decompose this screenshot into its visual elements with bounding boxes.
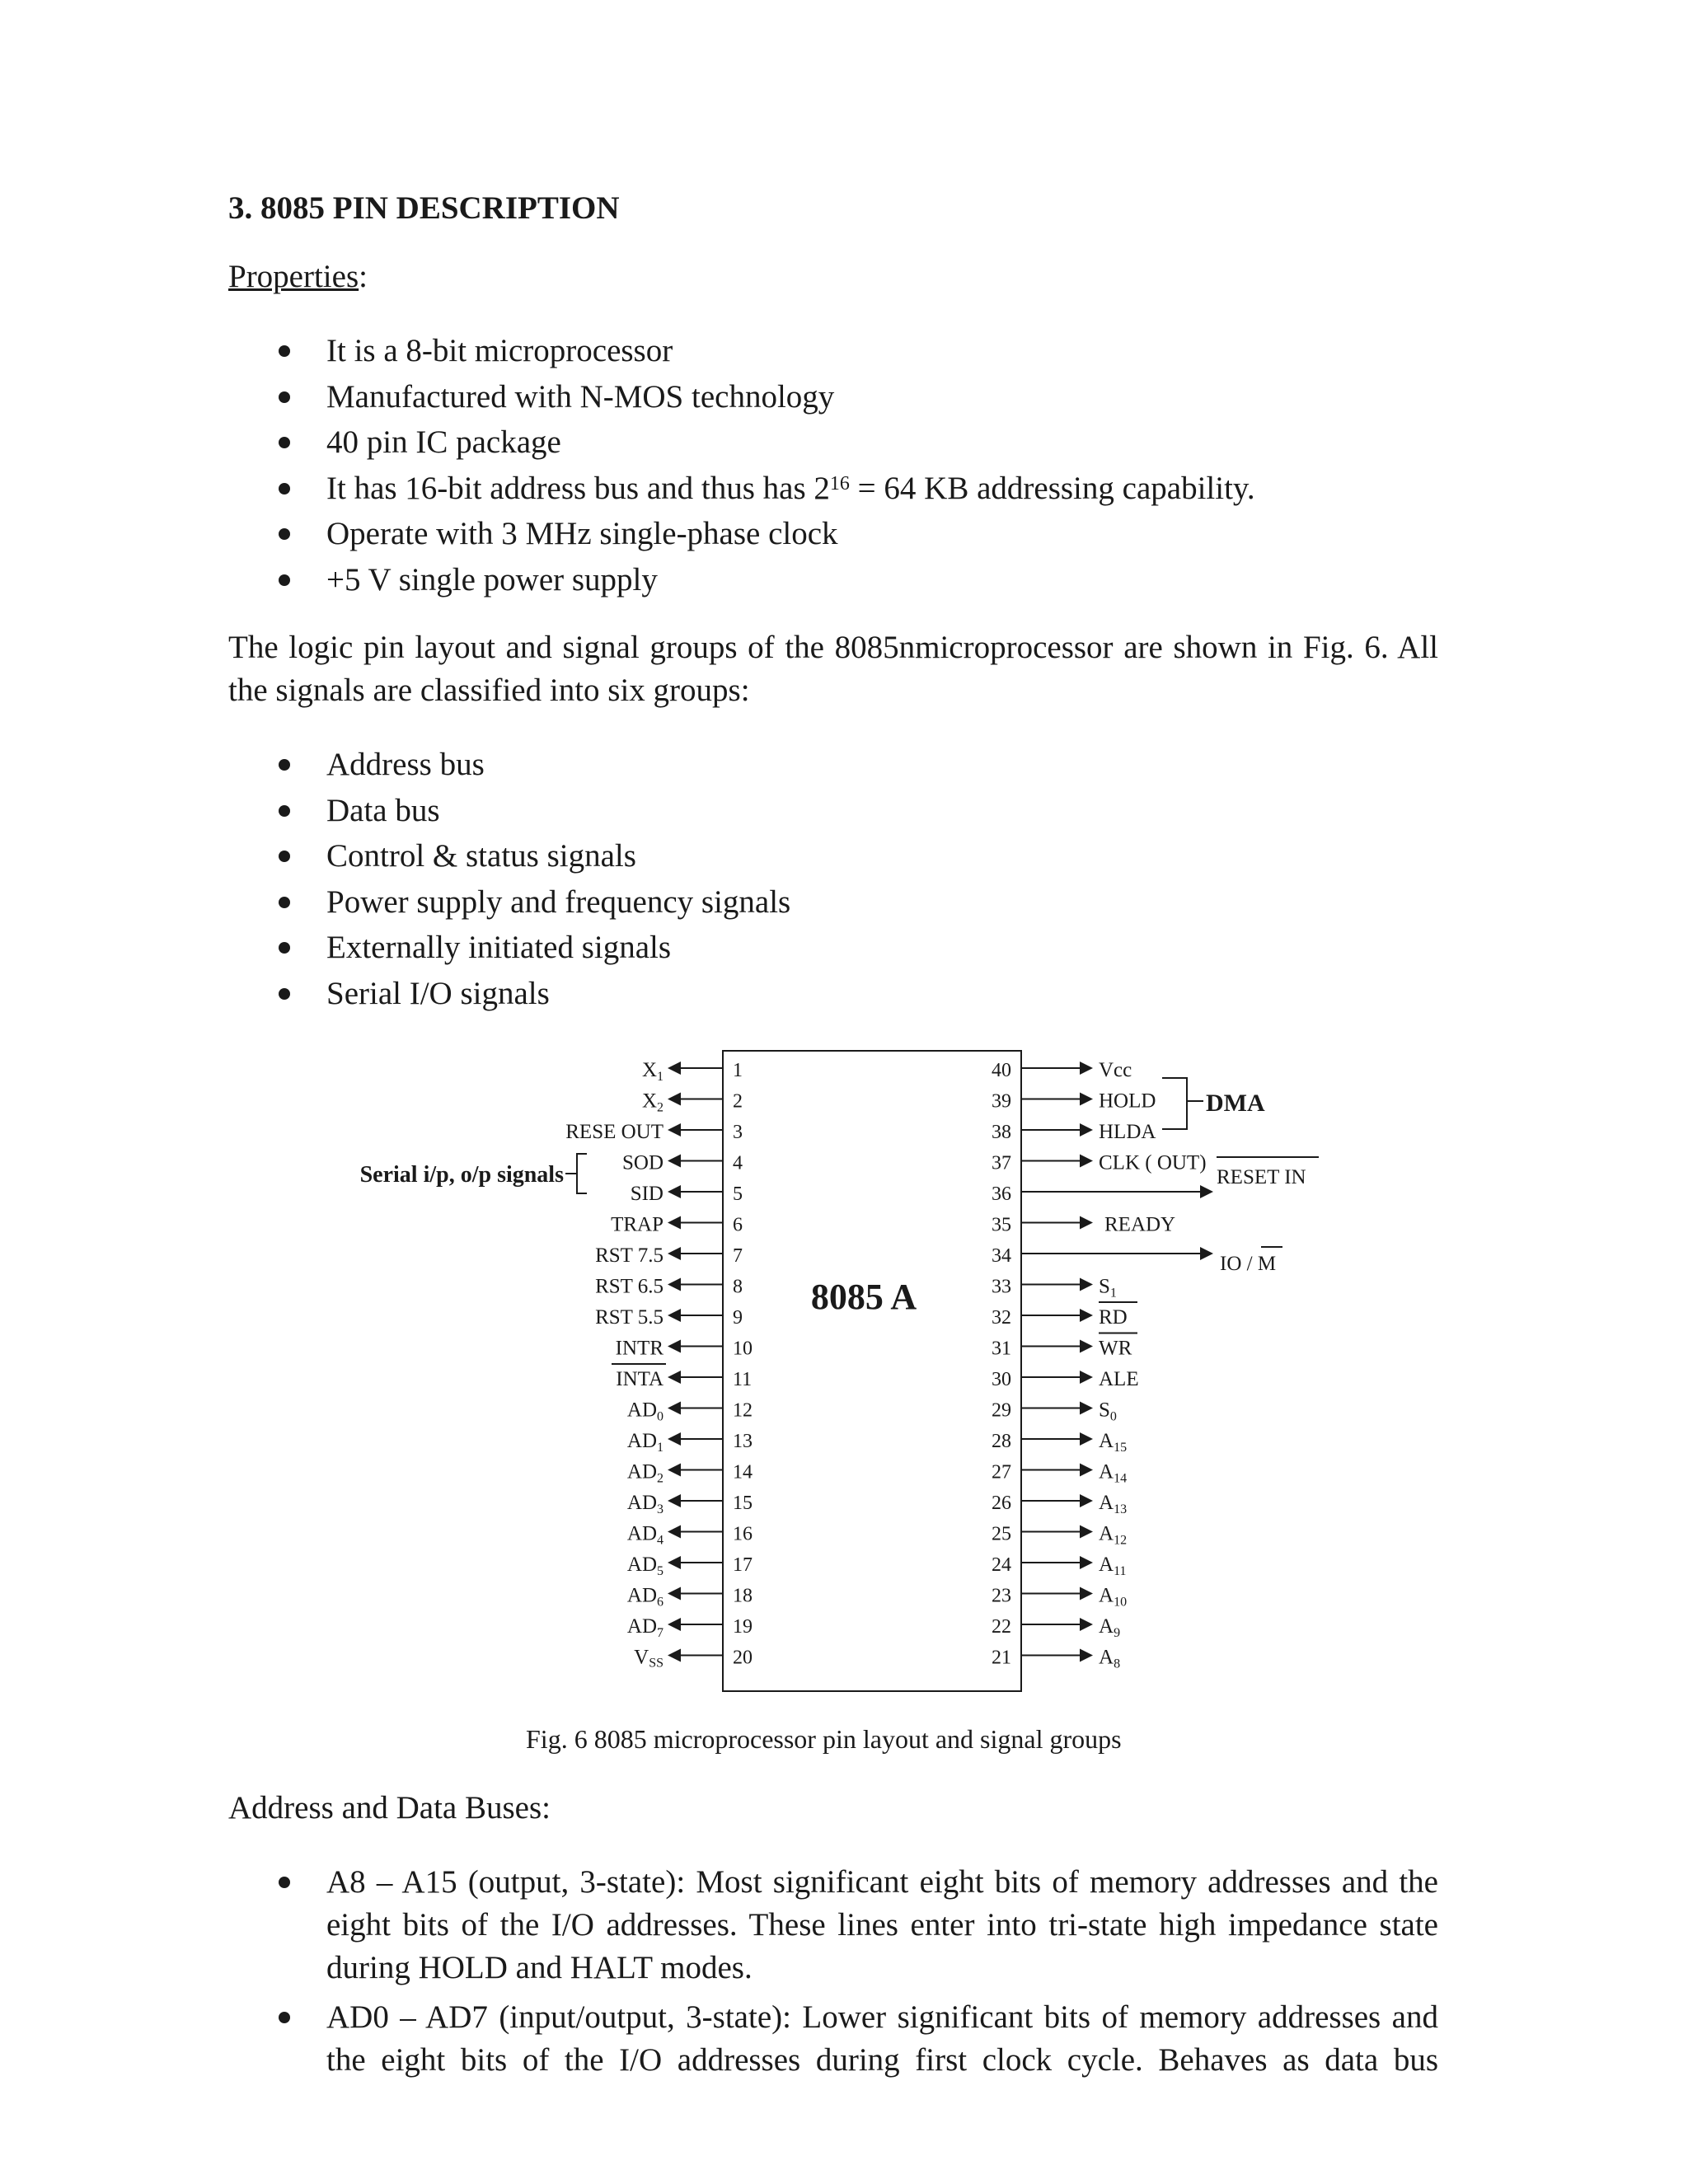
pin-arrow	[1080, 1123, 1093, 1137]
pin-arrow	[1080, 1062, 1093, 1075]
pin-label: $AD_1$	[626, 1430, 663, 1455]
pin-arrow	[1080, 1649, 1093, 1662]
pin-number: 1	[733, 1060, 743, 1081]
pin-label: RESET IN	[1217, 1166, 1306, 1188]
pin-label: VSS	[634, 1646, 663, 1671]
pin-arrow	[1080, 1432, 1093, 1446]
properties-label-text: Properties	[228, 259, 359, 294]
pin-label: $AD_2$	[626, 1460, 663, 1486]
pin-label: $A_{14}$	[1099, 1460, 1128, 1486]
chip-body	[723, 1051, 1021, 1691]
pin-label: SOD	[621, 1151, 663, 1174]
bullet	[279, 2012, 290, 2023]
pin-number: 30	[992, 1369, 1011, 1390]
pin-label: Vcc	[1099, 1059, 1132, 1081]
pin-arrow	[1080, 1526, 1093, 1539]
pin-label: TRAP	[611, 1213, 663, 1236]
pin-arrow	[668, 1155, 681, 1168]
pin-number: 23	[992, 1585, 1011, 1607]
pin-number: 14	[733, 1461, 753, 1483]
superscript: 16	[829, 473, 850, 494]
paragraph-line: the signals are classified into six groups:	[228, 673, 750, 708]
pin-label: WR	[1099, 1337, 1132, 1360]
pin-label: RST 6.5	[595, 1275, 663, 1298]
pin-number: 19	[733, 1616, 753, 1638]
pin-arrow	[668, 1309, 681, 1322]
pin-arrow	[1080, 1093, 1093, 1106]
pin-label: RD	[1099, 1306, 1128, 1329]
pin-number: 36	[992, 1183, 1011, 1205]
pin-label: ALE	[1099, 1368, 1139, 1390]
pin-label: INTR	[615, 1337, 663, 1360]
pin-number: 25	[992, 1523, 1011, 1545]
list-item: Manufactured with N-MOS technology	[326, 379, 835, 415]
pin-arrow	[668, 1371, 681, 1384]
pin-arrow	[668, 1093, 681, 1106]
pin-arrow	[668, 1587, 681, 1601]
pin-arrow	[1080, 1216, 1093, 1230]
pin-label: $A_{13}$	[1099, 1492, 1128, 1516]
pin-number: 34	[992, 1245, 1011, 1267]
pin-arrow	[668, 1340, 681, 1353]
pin-number: 39	[992, 1090, 1011, 1113]
section-heading: 3. 8085 PIN DESCRIPTION	[228, 190, 620, 226]
pin-number: 2	[733, 1090, 743, 1113]
pin-arrow	[668, 1216, 681, 1230]
dma-bracket	[1162, 1078, 1187, 1129]
pin-arrow	[1080, 1340, 1093, 1353]
pin-arrow	[1080, 1155, 1093, 1168]
pin-label: $A_9$	[1099, 1615, 1121, 1640]
pins-group	[565, 1059, 1319, 1671]
pin-label: $AD_5$	[626, 1554, 663, 1578]
pin-label: $AD_4$	[626, 1522, 663, 1548]
pin-arrow	[1080, 1278, 1093, 1291]
pin-arrow	[1200, 1185, 1213, 1198]
pin-number: 32	[992, 1307, 1011, 1329]
list-item-text: It has 16-bit address bus and thus has 2	[326, 471, 830, 506]
pin-number: 24	[992, 1554, 1011, 1576]
pin-arrow	[668, 1494, 681, 1507]
list-item-line: the eight bits of the I/O addresses during first clock cycle. Behaves as data bus	[326, 2042, 1438, 2078]
pin-arrow	[1080, 1494, 1093, 1507]
pin-label: $X_2$	[641, 1090, 663, 1115]
pin-number: 31	[992, 1338, 1011, 1360]
pin-number: 13	[733, 1431, 753, 1452]
pin-arrow	[1080, 1371, 1093, 1384]
pin-label: $AD_6$	[626, 1584, 663, 1610]
list-item: Data bus	[326, 793, 440, 828]
pin-arrow	[668, 1464, 681, 1477]
address-data-heading: Address and Data Buses:	[228, 1790, 551, 1825]
pin-number: 40	[992, 1060, 1011, 1081]
pin-arrow	[668, 1185, 681, 1198]
pin-label: $A_{11}$	[1099, 1554, 1127, 1578]
pin-arrow	[668, 1247, 681, 1260]
pin-label: HLDA	[1099, 1121, 1156, 1143]
pin-number: 22	[992, 1616, 1011, 1638]
list-item-text: = 64 KB addressing capability.	[849, 471, 1255, 506]
list-item-line: eight bits of the I/O addresses. These lines enter into tri-state high impedance state	[326, 1907, 1438, 1943]
pin-number: 38	[992, 1122, 1011, 1143]
pin-number: 33	[992, 1276, 1011, 1298]
list-item: Externally initiated signals	[326, 930, 672, 965]
pin-number: 37	[992, 1152, 1011, 1174]
serial-bracket	[577, 1154, 587, 1193]
pin-label: RST 5.5	[595, 1306, 663, 1329]
figure-caption: Fig. 6 8085 microprocessor pin layout and signal groups	[526, 1724, 1122, 1754]
dma-label: DMA	[1206, 1090, 1265, 1117]
bullet	[279, 1877, 290, 1888]
list-item: Serial I/O signals	[326, 976, 550, 1011]
pin-arrow	[668, 1526, 681, 1539]
pin-number: 17	[733, 1554, 753, 1576]
pin-arrow	[668, 1432, 681, 1446]
pin-label: RESE OUT	[565, 1121, 663, 1143]
list-item: 40 pin IC package	[326, 424, 561, 460]
paragraph-line: The logic pin layout and signal groups of the 8085nmicroprocessor are shown in Fig. 6. All	[228, 630, 1438, 665]
pin-arrow	[668, 1402, 681, 1415]
list-item: Operate with 3 MHz single-phase clock	[326, 516, 838, 551]
list-item-line: AD0 – AD7 (input/output, 3-state): Lower significant bits of memory addresses and	[326, 1999, 1438, 2035]
list-item: Power supply and frequency signals	[326, 884, 791, 920]
pin-arrow	[1080, 1618, 1093, 1631]
list-item: Address bus	[326, 747, 485, 782]
chip-label: 8085 A	[810, 1277, 917, 1317]
pin-number: 8	[733, 1276, 743, 1298]
pin-label: $AD_3$	[626, 1492, 663, 1516]
pin-label: $AD_0$	[626, 1399, 663, 1424]
pin-label: CLK ( OUT)	[1099, 1151, 1207, 1174]
pin-label: RST 7.5	[595, 1244, 663, 1267]
list-item: It is a 8-bit microprocessor	[326, 333, 673, 368]
pin-number: 28	[992, 1431, 1011, 1452]
pin-number: 5	[733, 1183, 743, 1205]
list-item-line: A8 – A15 (output, 3-state): Most significant eight bits of memory addresses and the	[326, 1864, 1438, 1900]
pin-arrow	[1080, 1309, 1093, 1322]
pin-arrow	[668, 1062, 681, 1075]
pin-arrow	[1080, 1464, 1093, 1477]
serial-label: Serial i/p, o/p signals	[359, 1162, 564, 1188]
pin-number: 4	[733, 1152, 743, 1174]
pin-number: 7	[733, 1245, 743, 1267]
pin-number: 29	[992, 1399, 1011, 1422]
pin-number: 11	[733, 1369, 753, 1390]
pin-arrow	[668, 1556, 681, 1569]
pin-number: 35	[992, 1214, 1011, 1236]
pin-label: HOLD	[1099, 1090, 1156, 1113]
pin-label: $A_{15}$	[1099, 1430, 1128, 1455]
pin-arrow	[1080, 1556, 1093, 1569]
pin-arrow	[1080, 1587, 1093, 1601]
pin-number: 20	[733, 1647, 753, 1669]
pin-arrow	[1080, 1402, 1093, 1415]
pin-arrow	[668, 1618, 681, 1631]
pin-number: 12	[733, 1399, 753, 1422]
list-item: +5 V single power supply	[326, 562, 658, 598]
pin-label: $S_0$	[1099, 1399, 1117, 1424]
pin-arrow	[1200, 1247, 1213, 1260]
pin-label: $S_1$	[1099, 1275, 1117, 1301]
pin-label: $A_{10}$	[1099, 1584, 1128, 1610]
pin-number: 16	[733, 1523, 753, 1545]
pin-label: $X_1$	[641, 1059, 663, 1084]
pin-arrow	[668, 1123, 681, 1137]
pin-arrow	[668, 1278, 681, 1291]
pin-label: SID	[630, 1183, 663, 1205]
pin-number: 27	[992, 1461, 1011, 1483]
properties-colon: :	[359, 259, 368, 294]
pin-label: $AD_7$	[626, 1615, 663, 1640]
pin-label: IO / M	[1220, 1253, 1277, 1275]
pin-label: $A_8$	[1099, 1646, 1121, 1671]
pin-number: 18	[733, 1585, 753, 1607]
pin-number: 10	[733, 1338, 753, 1360]
pin-number: 21	[992, 1647, 1011, 1669]
list-item: Control & status signals	[326, 838, 636, 874]
pin-number: 9	[733, 1307, 743, 1329]
pin-number: 15	[733, 1493, 753, 1514]
list-item-line: during HOLD and HALT modes.	[326, 1950, 753, 1985]
pin-arrow	[668, 1649, 681, 1662]
pin-label: $A_{12}$	[1099, 1522, 1128, 1548]
pin-label: READY	[1104, 1213, 1176, 1236]
pin-number: 26	[992, 1493, 1011, 1514]
pin-number: 6	[733, 1214, 743, 1236]
pin-label: INTA	[616, 1368, 663, 1390]
pin-number: 3	[733, 1122, 743, 1143]
